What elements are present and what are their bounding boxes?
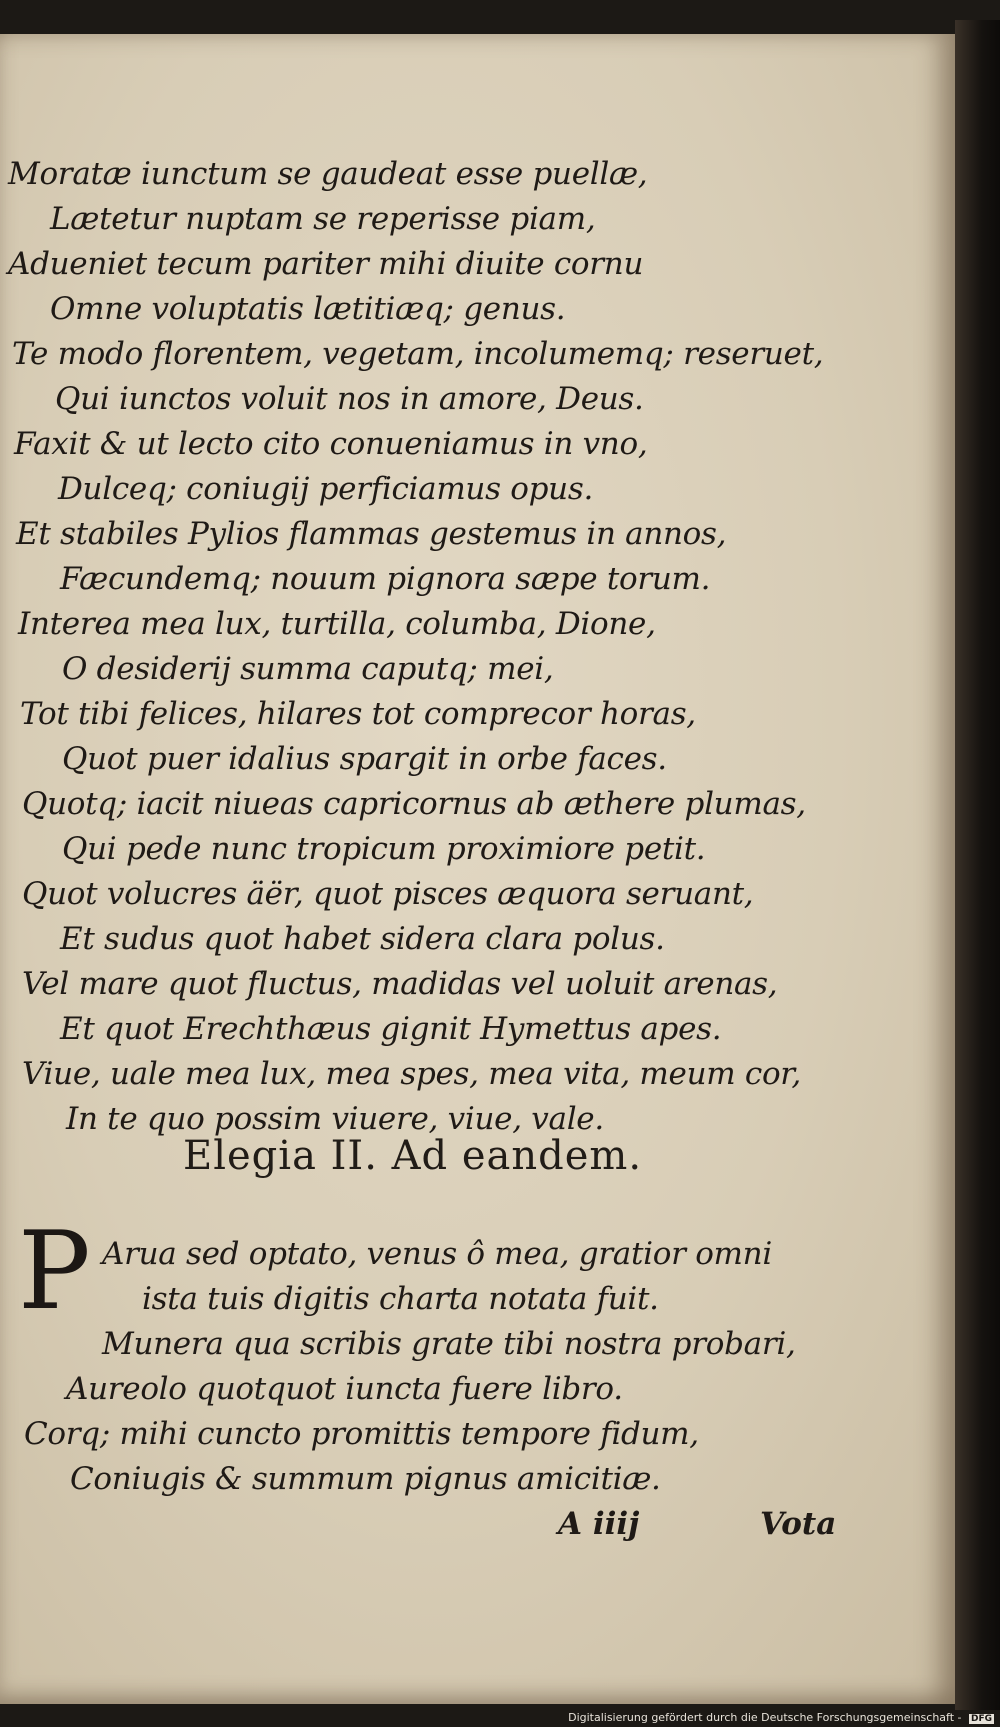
elegy-line: ista tuis digitis charta notata fuit. <box>142 1281 659 1317</box>
dfg-logo: DFG <box>970 1714 992 1724</box>
poem-line: Quotq; iacit niueas capricornus ab æthere plumas, <box>22 786 806 822</box>
credit-text: Digitalisierung gefördert durch die Deutsche Forschungsgemeinschaft - <box>568 1711 962 1724</box>
poem-line: Viue, uale mea lux, mea spes, mea vita, meum cor, <box>22 1056 801 1092</box>
page-text <box>0 34 955 1704</box>
drop-cap: P <box>18 1209 91 1334</box>
poem-line: Moratæ iunctum se gaudeat esse puellæ, <box>8 156 648 192</box>
poem-line: Faxit & ut lecto cito conueniamus in vno, <box>14 426 648 462</box>
elegy-line: Arua sed optato, venus ô mea, gratior omni <box>102 1236 772 1272</box>
poem-line: Quot volucres äër, quot pisces æquora seruant, <box>22 876 754 912</box>
poem-line: Qui iunctos voluit nos in amore, Deus. <box>55 381 644 417</box>
poem-line: Vel mare quot fluctus, madidas vel uoluit arenas, <box>22 966 778 1002</box>
poem-line: Tot tibi felices, hilares tot comprecor horas, <box>20 696 696 732</box>
elegy-line: Aureolo quotquot iuncta fuere libro. <box>66 1371 623 1407</box>
poem-line: Et quot Erechthæus gignit Hymettus apes. <box>60 1011 722 1047</box>
poem-line: Interea mea lux, turtilla, columba, Dione, <box>18 606 656 642</box>
elegy-line: Corq; mihi cuncto promittis tempore fidum, <box>24 1416 699 1452</box>
poem-line: Lætetur nuptam se reperisse piam, <box>50 201 596 237</box>
elegy-heading: Elegia II. Ad eandem. <box>183 1133 643 1179</box>
poem-line: Et stabiles Pylios flammas gestemus in annos, <box>16 516 727 552</box>
poem-line: O desiderij summa caputq; mei, <box>62 651 554 687</box>
poem-line: Fæcundemq; nouum pignora sæpe torum. <box>60 561 711 597</box>
book-spine <box>955 20 1000 1710</box>
poem-line: Quot puer idalius spargit in orbe faces. <box>62 741 667 777</box>
signature-mark: A iiij <box>558 1506 640 1542</box>
poem-line: Te modo florentem, vegetam, incolumemq; reseruet, <box>12 336 824 372</box>
poem-line: Omne voluptatis lætitiæq; genus. <box>50 291 566 327</box>
poem-line: Et sudus quot habet sidera clara polus. <box>60 921 665 957</box>
poem-line: Adueniet tecum pariter mihi diuite cornu <box>8 246 644 282</box>
poem-line: Qui pede nunc tropicum proximiore petit. <box>62 831 706 867</box>
elegy-line: Munera qua scribis grate tibi nostra probari, <box>102 1326 796 1362</box>
elegy-line: Coniugis & summum pignus amicitiæ. <box>70 1461 661 1497</box>
poem-line: Dulceq; coniugij perficiamus opus. <box>58 471 593 507</box>
catchword: Vota <box>760 1506 837 1542</box>
digitization-credit <box>568 1711 994 1724</box>
poem-line: In te quo possim viuere, viue, vale. <box>66 1101 604 1137</box>
book-page <box>0 34 955 1704</box>
